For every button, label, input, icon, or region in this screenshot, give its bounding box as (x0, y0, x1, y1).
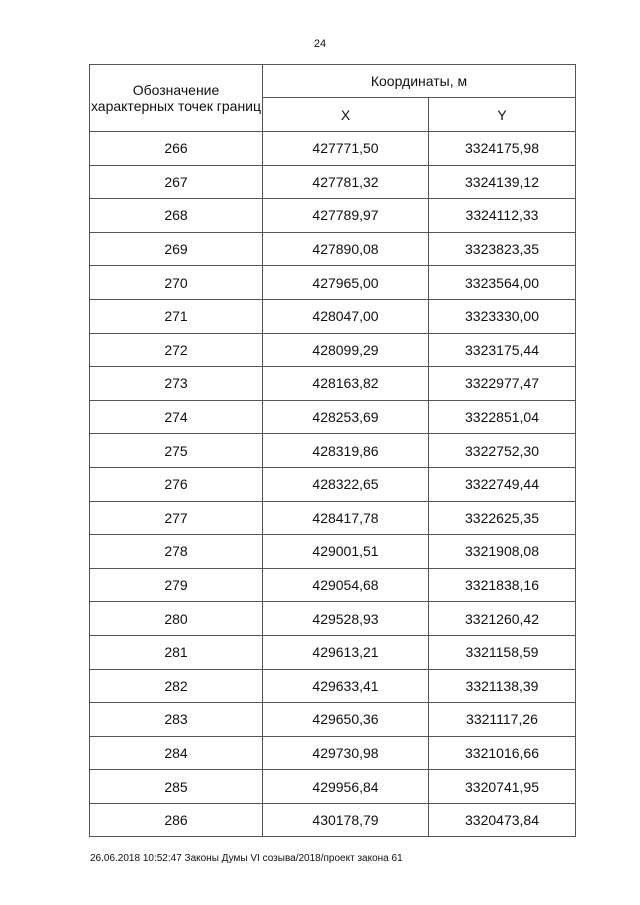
table-row (90, 266, 576, 300)
page-number: 24 (313, 38, 327, 50)
table-row (90, 501, 576, 535)
table-row (90, 199, 576, 233)
x-coordinate-cell: 427771,50 (263, 132, 429, 166)
table-row (90, 669, 576, 703)
point-cell: 281 (90, 635, 263, 669)
point-cell: 266 (90, 132, 263, 166)
y-coordinate-cell: 3321016,66 (429, 736, 576, 770)
y-coordinate-cell: 3323564,00 (429, 266, 576, 300)
y-coordinate-cell: 3321260,42 (429, 602, 576, 636)
point-cell: 283 (90, 703, 263, 737)
x-coordinate-cell: 427789,97 (263, 199, 429, 233)
table-row (90, 770, 576, 804)
y-coordinate-cell: 3320473,84 (429, 803, 576, 837)
header-coordinates: Координаты, м (263, 65, 576, 98)
y-coordinate-cell: 3321908,08 (429, 535, 576, 569)
point-cell: 273 (90, 367, 263, 401)
x-coordinate-cell: 429054,68 (263, 568, 429, 602)
x-coordinate-cell: 427781,32 (263, 165, 429, 199)
table-row (90, 333, 576, 367)
point-cell: 274 (90, 400, 263, 434)
point-cell: 268 (90, 199, 263, 233)
y-coordinate-cell: 3324139,12 (429, 165, 576, 199)
table-row (90, 703, 576, 737)
point-cell: 270 (90, 266, 263, 300)
point-cell: 285 (90, 770, 263, 804)
table-row (90, 602, 576, 636)
point-cell: 277 (90, 501, 263, 535)
x-coordinate-cell: 427890,08 (263, 232, 429, 266)
header-designation: Обозначение характерных точек границ (90, 65, 263, 132)
y-coordinate-cell: 3323823,35 (429, 232, 576, 266)
table-row (90, 736, 576, 770)
table-row (90, 299, 576, 333)
footer-text: 26.06.2018 10:52:47 Законы Думы VI созыва/2018/проект закона 61 (90, 853, 403, 864)
header-x: X (263, 98, 429, 132)
y-coordinate-cell: 3324112,33 (429, 199, 576, 233)
point-cell: 286 (90, 803, 263, 837)
x-coordinate-cell: 429633,41 (263, 669, 429, 703)
point-cell: 278 (90, 535, 263, 569)
y-coordinate-cell: 3321117,26 (429, 703, 576, 737)
table-row (90, 535, 576, 569)
x-coordinate-cell: 428163,82 (263, 367, 429, 401)
point-cell: 280 (90, 602, 263, 636)
x-coordinate-cell: 429528,93 (263, 602, 429, 636)
point-cell: 271 (90, 299, 263, 333)
y-coordinate-cell: 3323330,00 (429, 299, 576, 333)
table-row (90, 568, 576, 602)
x-coordinate-cell: 428417,78 (263, 501, 429, 535)
x-coordinate-cell: 427965,00 (263, 266, 429, 300)
x-coordinate-cell: 429613,21 (263, 635, 429, 669)
table-row (90, 635, 576, 669)
x-coordinate-cell: 429001,51 (263, 535, 429, 569)
x-coordinate-cell: 428319,86 (263, 434, 429, 468)
header-y: Y (429, 98, 576, 132)
y-coordinate-cell: 3322752,30 (429, 434, 576, 468)
y-coordinate-cell: 3320741,95 (429, 770, 576, 804)
y-coordinate-cell: 3322749,44 (429, 467, 576, 501)
x-coordinate-cell: 428253,69 (263, 400, 429, 434)
x-coordinate-cell: 429956,84 (263, 770, 429, 804)
y-coordinate-cell: 3322625,35 (429, 501, 576, 535)
y-coordinate-cell: 3322851,04 (429, 400, 576, 434)
table-row (90, 232, 576, 266)
point-cell: 269 (90, 232, 263, 266)
table-header (90, 65, 576, 132)
table-row (90, 132, 576, 166)
point-cell: 272 (90, 333, 263, 367)
x-coordinate-cell: 430178,79 (263, 803, 429, 837)
x-coordinate-cell: 428322,65 (263, 467, 429, 501)
table-row (90, 467, 576, 501)
y-coordinate-cell: 3322977,47 (429, 367, 576, 401)
point-cell: 276 (90, 467, 263, 501)
x-coordinate-cell: 429730,98 (263, 736, 429, 770)
point-cell: 284 (90, 736, 263, 770)
point-cell: 267 (90, 165, 263, 199)
point-cell: 282 (90, 669, 263, 703)
table-body (90, 132, 576, 837)
y-coordinate-cell: 3324175,98 (429, 132, 576, 166)
x-coordinate-cell: 428099,29 (263, 333, 429, 367)
x-coordinate-cell: 429650,36 (263, 703, 429, 737)
table-row (90, 165, 576, 199)
y-coordinate-cell: 3321158,59 (429, 635, 576, 669)
table-row (90, 434, 576, 468)
x-coordinate-cell: 428047,00 (263, 299, 429, 333)
y-coordinate-cell: 3321838,16 (429, 568, 576, 602)
table-row (90, 367, 576, 401)
y-coordinate-cell: 3323175,44 (429, 333, 576, 367)
point-cell: 279 (90, 568, 263, 602)
table-row (90, 803, 576, 837)
point-cell: 275 (90, 434, 263, 468)
y-coordinate-cell: 3321138,39 (429, 669, 576, 703)
table-row (90, 400, 576, 434)
coordinates-table (89, 64, 576, 837)
